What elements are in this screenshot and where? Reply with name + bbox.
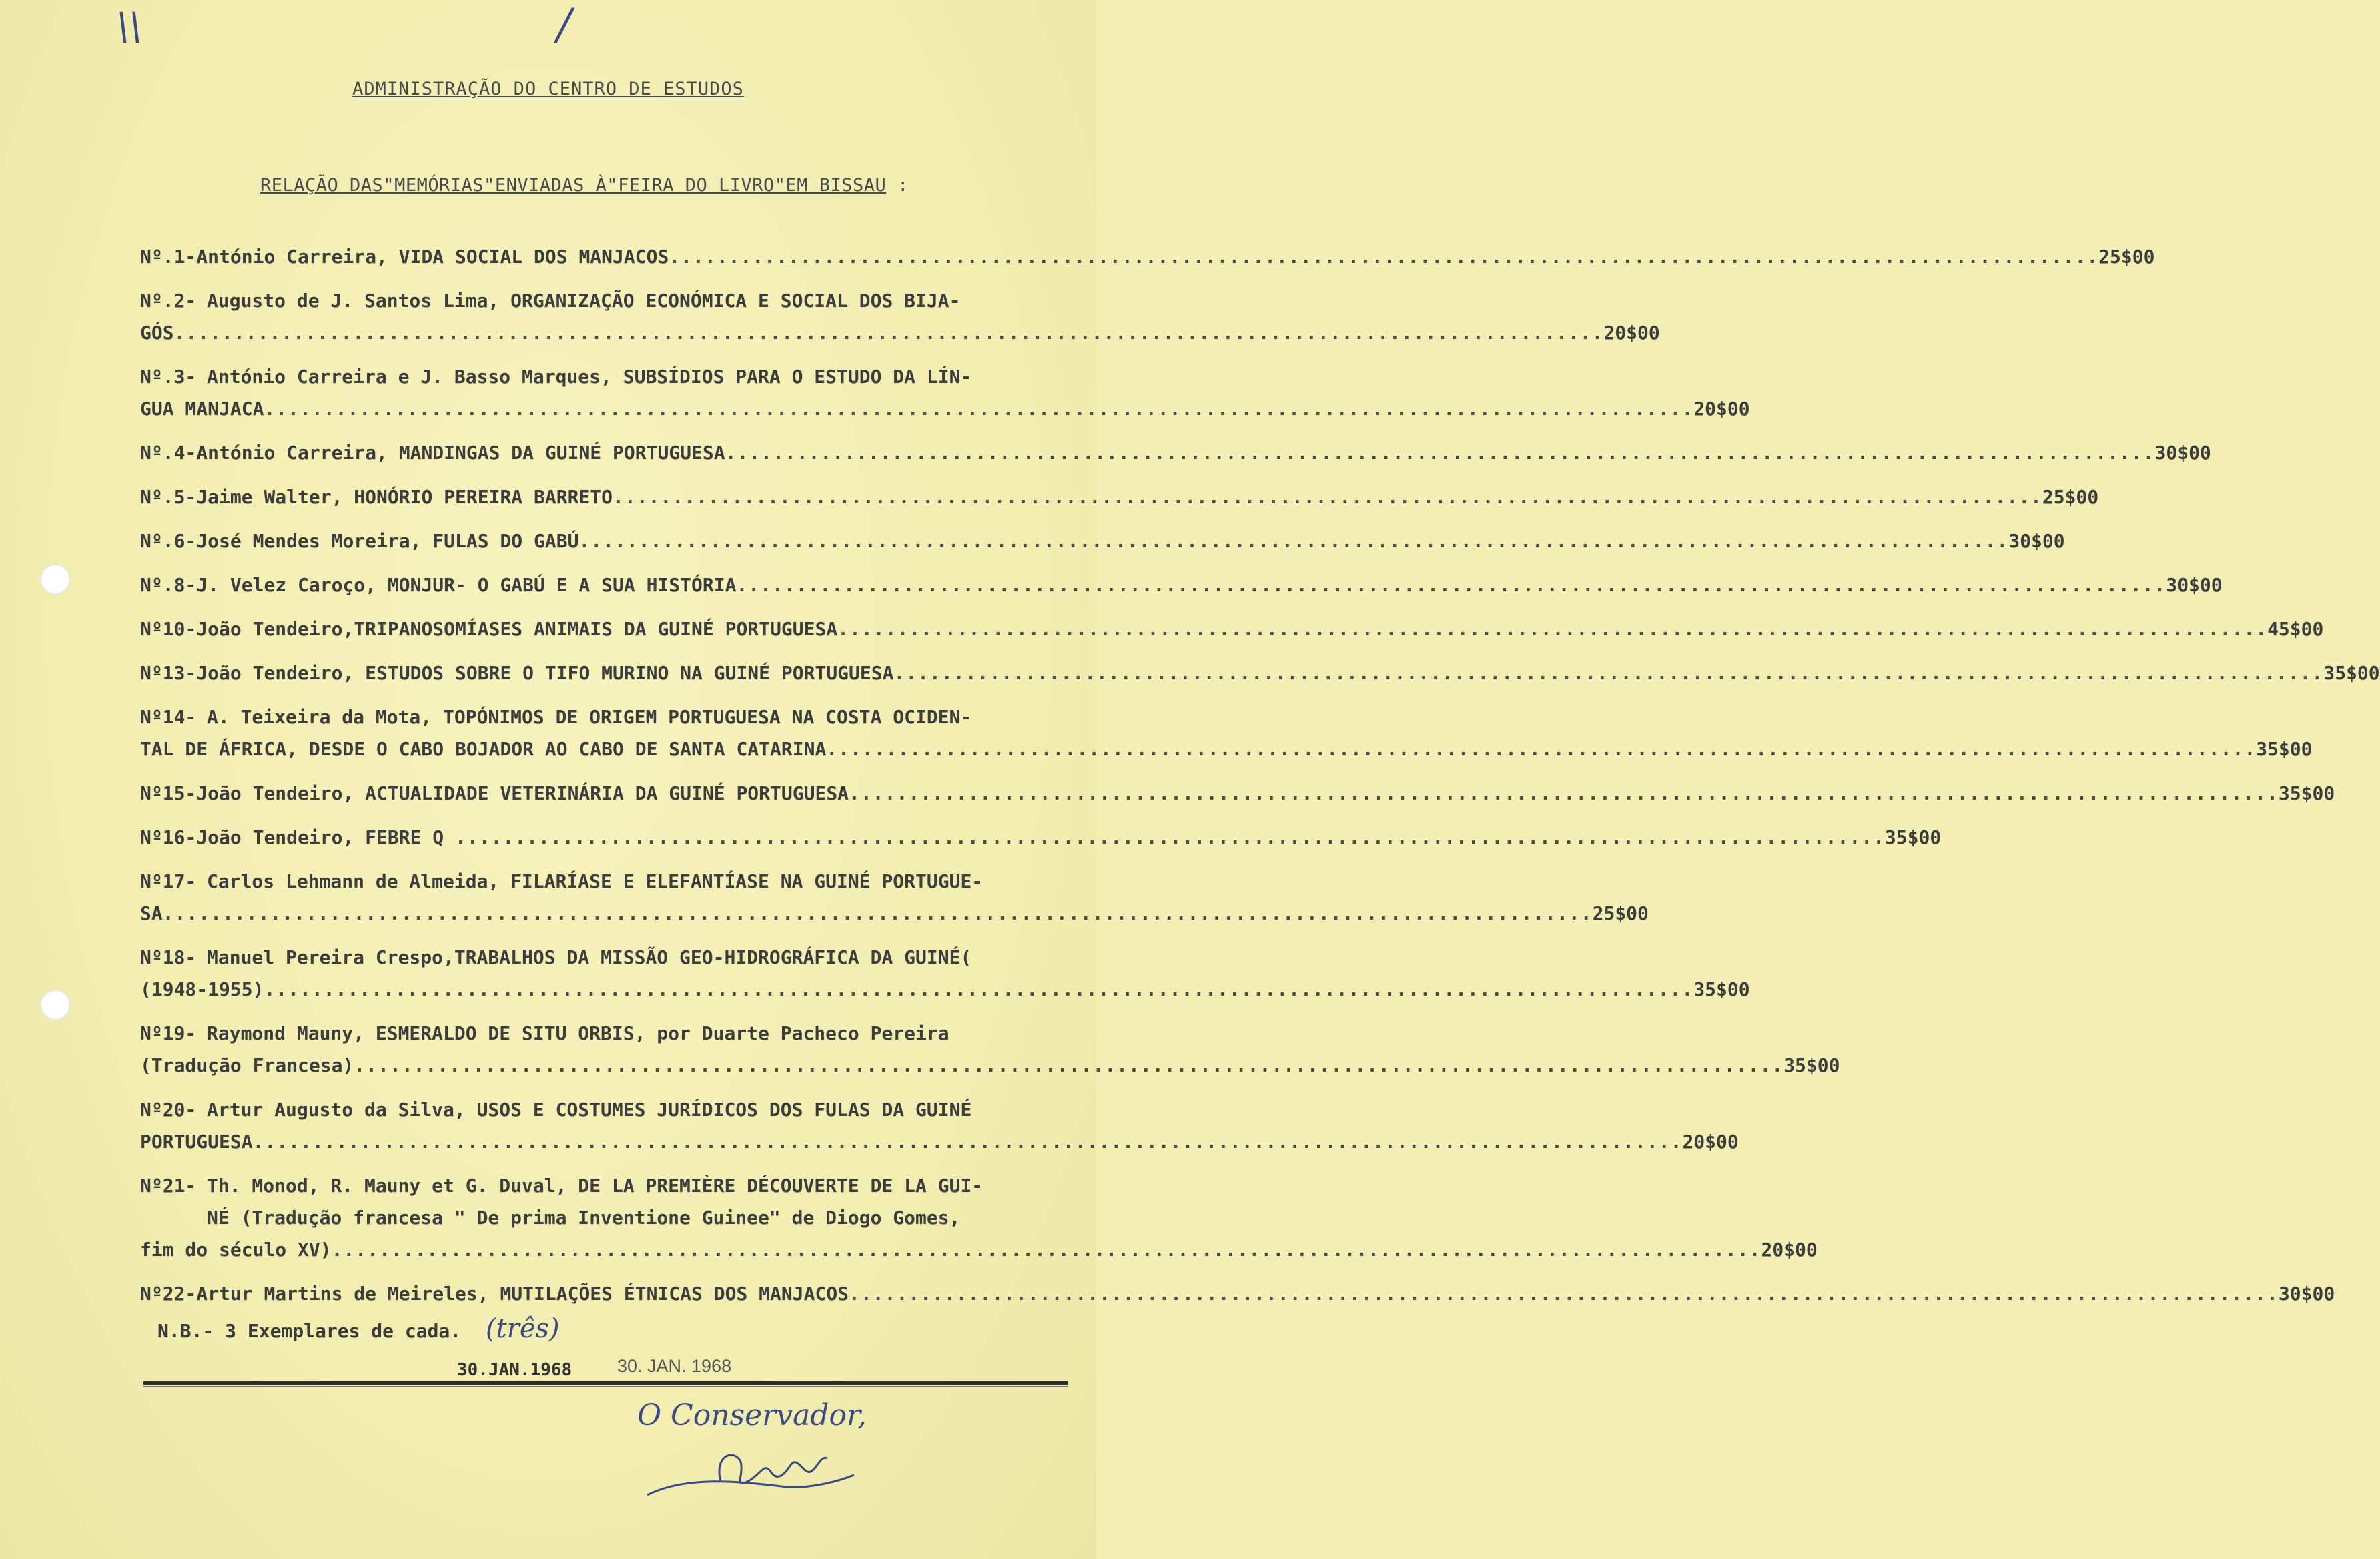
list-item-line <box>140 316 1660 348</box>
list-item-price: 35$00 <box>2323 661 2380 684</box>
list-item-line <box>140 973 1750 1005</box>
list-item-title: PORTUGUESA <box>140 1130 253 1153</box>
list-item-line <box>140 1093 1054 1125</box>
list-item-number: Nº.5- <box>140 485 197 508</box>
list-item-text <box>140 322 1603 344</box>
list-item <box>140 821 1942 853</box>
list-item-price: 20$00 <box>1682 1130 1739 1153</box>
closing-handwritten: O Conservador, <box>637 1398 867 1432</box>
list-item <box>140 1277 2335 1309</box>
list-item-number: Nº.6- <box>140 529 197 552</box>
list-item <box>140 941 1750 1005</box>
list-item-price: 35$00 <box>2278 782 2335 804</box>
list-item-line <box>140 821 1942 853</box>
leader-dots: ........................................................................................................................ <box>252 1130 1683 1153</box>
list-item-line <box>140 1233 1818 1265</box>
list-item-number: Nº.8- <box>140 573 197 596</box>
list-item-text <box>196 246 2098 268</box>
list-item-text <box>140 1131 1682 1153</box>
list-item-price: 25$00 <box>2042 485 2099 508</box>
list-item-text <box>196 1283 2279 1305</box>
list-item <box>140 284 1660 348</box>
list-item-title: Manuel Pereira Crespo,TRABALHOS DA MISSÃO GEO-HIDROGRÁFICA DA GUINÉ( <box>207 946 972 968</box>
list-item-price: 45$00 <box>2267 617 2324 640</box>
list-item-title: João Tendeiro, ESTUDOS SOBRE O TIFO MURINO NA GUINÉ PORTUGUESA <box>196 661 894 684</box>
list-item-price: 35$00 <box>1693 978 1750 1000</box>
leader-dots: ........................................................................................................................ <box>354 1054 1784 1076</box>
leader-dots: ........................................................................................................................ <box>613 485 2042 508</box>
leader-dots: ........................................................................................................................ <box>162 902 1593 924</box>
leader-dots: ........................................................................................................................ <box>578 529 2009 552</box>
list-item-title: TAL DE ÁFRICA, DESDE O CABO BOJADOR AO CABO DE SANTA CATARINA <box>140 737 827 760</box>
separator-rule <box>143 1381 1068 1385</box>
list-item-line <box>140 733 2313 765</box>
list-item-number: Nº.4- <box>140 441 197 464</box>
list-item-title: Raymond Mauny, ESMERALDO DE SITU ORBIS, por Duarte Pacheco Pereira <box>207 1022 949 1044</box>
list-item-text <box>196 782 2279 804</box>
list-item-title: A. Teixeira da Mota, TOPÓNIMOS DE ORIGEM PORTUGUESA NA COSTA OCIDEN- <box>207 705 972 728</box>
list-item <box>140 569 2223 601</box>
list-item-line <box>140 1049 1840 1081</box>
leader-dots: ........................................................................................................................ <box>455 826 1885 848</box>
list-item-title: J. Velez Caroço, MONJUR- O GABÚ E A SUA HISTÓRIA <box>196 573 737 596</box>
list-item-price: 30$00 <box>2166 573 2223 596</box>
list-item-text <box>207 1207 987 1229</box>
list-item-text <box>140 1054 1783 1076</box>
list-title-colon: : <box>886 175 909 196</box>
list-item-number: Nº16- <box>140 826 197 848</box>
list-item-text <box>140 398 1693 420</box>
list-item-line <box>140 941 1054 973</box>
list-item-line <box>140 657 2380 689</box>
list-item-text <box>196 486 2042 508</box>
list-item-line <box>140 1017 1054 1049</box>
list-item-number: Nº15- <box>140 782 197 804</box>
date-stamp-typed: 30.JAN.1968 <box>457 1360 572 1380</box>
list-item-text <box>207 1175 987 1197</box>
list-item <box>140 240 2155 272</box>
list-item <box>140 1093 1739 1157</box>
list-item <box>140 360 1750 424</box>
list-item-line <box>140 569 2223 601</box>
list-item <box>140 657 2380 689</box>
list-item-text <box>207 290 987 312</box>
punch-hole-top <box>40 564 71 595</box>
list-item-title: José Mendes Moreira, FULAS DO GABÚ <box>196 529 579 552</box>
leader-dots: ........................................................................................................................ <box>849 1282 2279 1305</box>
leader-dots: ........................................................................................................................ <box>264 397 1694 420</box>
leader-dots: ........................................................................................................................ <box>826 737 2257 760</box>
separator-rule-thin <box>143 1386 1068 1387</box>
list-item-text <box>196 530 2008 552</box>
list-item <box>140 613 2324 645</box>
list-item-title: João Tendeiro, FEBRE Q <box>196 826 456 848</box>
list-item-title: António Carreira, MANDINGAS DA GUINÉ PORTUGUESA <box>196 441 725 464</box>
leader-dots: ........................................................................................................................ <box>331 1238 1761 1261</box>
list-item <box>140 481 2099 513</box>
list-item-line <box>140 1201 1054 1233</box>
leader-dots: ........................................................................................................................ <box>736 573 2166 596</box>
list-item-price: 20$00 <box>1693 397 1750 420</box>
list-item-line <box>140 284 1054 316</box>
list-item-title: (Tradução Francesa) <box>140 1054 354 1076</box>
list-item <box>140 777 2335 809</box>
list-item-price: 35$00 <box>2256 737 2313 760</box>
punch-hole-bottom <box>40 990 71 1020</box>
memoirs-list <box>140 240 2380 1321</box>
list-item-title: Carlos Lehmann de Almeida, FILARÍASE E ELEFANTÍASE NA GUINÉ PORTUGUE- <box>207 870 983 892</box>
list-item-line <box>140 360 1054 392</box>
list-item-number: Nº14- <box>140 705 197 728</box>
list-item-title: Augusto de J. Santos Lima, ORGANIZAÇÃO ECONÓMICA E SOCIAL DOS BIJA- <box>207 289 961 312</box>
list-item-text <box>140 738 2256 760</box>
leader-dots: ........................................................................................................................ <box>264 978 1694 1000</box>
list-title-text: RELAÇÃO DAS"MEMÓRIAS"ENVIADAS À"FEIRA DO LIVRO"EM BISSAU <box>260 175 887 196</box>
list-item <box>140 865 1649 929</box>
list-item-text <box>207 870 987 892</box>
list-item-line <box>140 240 2155 272</box>
list-item-line <box>140 897 1649 929</box>
list-item-price: 30$00 <box>2154 441 2211 464</box>
list-item-line <box>140 1169 1054 1201</box>
list-item-price: 25$00 <box>2098 245 2155 268</box>
list-item-title: GUA MANJACA <box>140 397 264 420</box>
list-item-title: NÉ (Tradução francesa " De prima Inventione Guinee" de Diogo Gomes, <box>207 1206 961 1229</box>
list-item-price: 35$00 <box>1884 826 1942 848</box>
leader-dots: ........................................................................................................................ <box>669 245 2099 268</box>
nb-note-text: N.B.- 3 Exemplares de cada. <box>157 1320 462 1342</box>
list-item-number: Nº10- <box>140 617 197 640</box>
list-item-text <box>207 946 987 968</box>
list-item <box>140 436 2211 469</box>
list-item-line <box>140 525 2065 557</box>
list-item <box>140 701 2313 765</box>
list-item-number: Nº.1- <box>140 245 197 268</box>
list-item-title: SA <box>140 902 163 924</box>
list-item-title: fim do século XV) <box>140 1238 332 1261</box>
leader-dots: ........................................................................................................................ <box>849 782 2279 804</box>
administration-title: ADMINISTRAÇÃO DO CENTRO DE ESTUDOS <box>352 79 744 99</box>
leader-dots: ........................................................................................................................ <box>173 321 1604 344</box>
list-item-number: Nº.3- <box>140 365 197 388</box>
list-item-title: Th. Monod, R. Mauny et G. Duval, DE LA PREMIÈRE DÉCOUVERTE DE LA GUI- <box>207 1174 983 1197</box>
list-item <box>140 1169 1818 1265</box>
list-item-title: Artur Augusto da Silva, USOS E COSTUMES JURÍDICOS DOS FULAS DA GUINÉ <box>207 1098 972 1121</box>
list-item-text <box>140 1239 1761 1261</box>
list-item-text <box>196 442 2154 464</box>
list-item-price: 35$00 <box>1783 1054 1840 1076</box>
list-item-title: António Carreira, VIDA SOCIAL DOS MANJACOS <box>196 245 669 268</box>
list-item-text <box>207 1022 987 1044</box>
handwritten-mark-top-left: \\ <box>117 5 142 49</box>
list-item-text <box>196 826 1885 848</box>
list-item-line <box>140 777 2335 809</box>
list-item-line <box>140 1125 1739 1157</box>
list-item-title: João Tendeiro,TRIPANOSOMÍASES ANIMAIS DA GUINÉ PORTUGUESA <box>196 617 838 640</box>
date-stamp-printed: 30. JAN. 1968 <box>617 1356 732 1376</box>
list-item-line <box>140 613 2324 645</box>
leader-dots: ........................................................................................................................ <box>893 661 2324 684</box>
list-item-number: Nº.2- <box>140 289 197 312</box>
list-item-line <box>140 1277 2335 1309</box>
list-item-number: Nº13- <box>140 661 197 684</box>
list-item-price: 30$00 <box>2008 529 2065 552</box>
list-item-line <box>140 701 1054 733</box>
list-item-text <box>207 1099 987 1121</box>
list-item-text <box>140 902 1593 924</box>
list-item-number: Nº19- <box>140 1022 197 1044</box>
list-item-line <box>140 392 1750 424</box>
list-item-number: Nº20- <box>140 1098 197 1121</box>
leader-dots: ........................................................................................................................ <box>837 617 2268 640</box>
list-item-line <box>140 481 2099 513</box>
list-item-line <box>140 436 2211 469</box>
list-item-title: João Tendeiro, ACTUALIDADE VETERINÁRIA DA GUINÉ PORTUGUESA <box>196 782 849 804</box>
nb-note <box>157 1313 560 1344</box>
signature <box>634 1435 874 1515</box>
leader-dots: ........................................................................................................................ <box>725 441 2155 464</box>
list-item-title: António Carreira e J. Basso Marques, SUBSÍDIOS PARA O ESTUDO DA LÍN- <box>207 365 972 388</box>
list-item-title: (1948-1955) <box>140 978 264 1000</box>
list-item-title: Artur Martins de Meireles, MUTILAÇÕES ÉTNICAS DOS MANJACOS <box>196 1282 849 1305</box>
list-item-text <box>207 706 987 728</box>
list-item <box>140 1017 1840 1081</box>
list-title <box>260 175 909 196</box>
list-item-title: GÓS <box>140 321 174 344</box>
list-item <box>140 525 2065 557</box>
list-item-number: Nº18- <box>140 946 197 968</box>
list-item-price: 20$00 <box>1761 1238 1818 1261</box>
list-item-text <box>140 978 1693 1000</box>
list-item-text <box>196 662 2323 684</box>
list-item-text <box>196 618 2267 640</box>
list-item-number: Nº17- <box>140 870 197 892</box>
nb-handwritten: (três) <box>486 1313 560 1344</box>
list-item-title: Jaime Walter, HONÓRIO PEREIRA BARRETO <box>196 485 613 508</box>
list-item-price: 20$00 <box>1603 321 1660 344</box>
list-item-line <box>140 865 1054 897</box>
list-item-text <box>207 366 987 388</box>
handwritten-mark-top-center: / <box>557 0 572 49</box>
list-item-number: Nº21- <box>140 1174 197 1197</box>
list-item-text <box>196 574 2166 596</box>
list-item-price: 30$00 <box>2278 1282 2335 1305</box>
list-item-price: 25$00 <box>1592 902 1649 924</box>
list-item-number: Nº22- <box>140 1282 197 1305</box>
